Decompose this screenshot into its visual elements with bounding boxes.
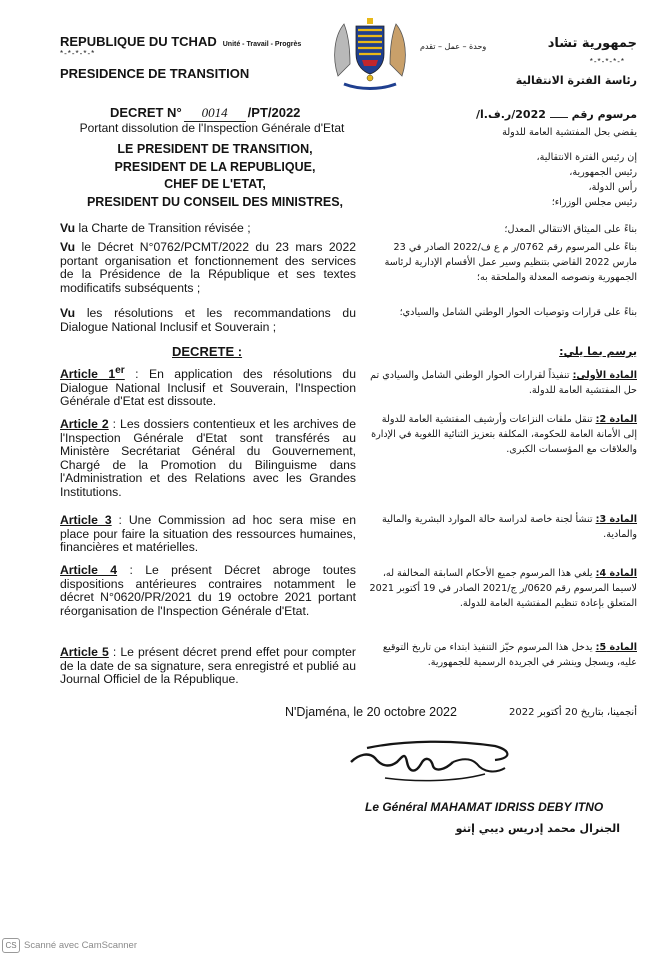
header-country-fr: [60, 34, 301, 49]
article-text: : Le présent Décret abroge toutes dispositions antérieures contraires notamment le décret N°0620/PR/2021 du 19 octobre 2021 portant réorganisation de l'Inspection Générale d'Etat.: [60, 563, 356, 618]
article-text: : Le présent décret prend effet pour compter de la date de sa signature, sera enregistré et publié au Journal Officiel de la République.: [60, 645, 356, 687]
article-ar-text: تنفيذاً لقرارات الحوار الوطني الشامل والسيادي تم حل المفتشية العامة للدولة.: [370, 370, 637, 396]
signer-name: Le Général MAHAMAT IDRISS DEBY ITNO: [365, 800, 604, 814]
article-ar-4: [367, 566, 637, 611]
president-title-ar-line: رئيس الجمهورية،: [569, 167, 637, 178]
decree-title-ar: [476, 108, 637, 121]
header-presidency-fr: PRESIDENCE DE TRANSITION: [60, 66, 250, 81]
president-titles: [60, 141, 370, 211]
signer-name-ar: الجنرال محمد إدريس ديبي إتنو: [455, 822, 620, 835]
decrete-heading-ar: يرسم بما يلي:: [559, 345, 637, 358]
decree-number-ar: [550, 117, 568, 118]
president-title-ar-line: رئيس مجلس الوزراء؛: [551, 197, 637, 208]
article-ar-label: المادة الأولى:: [572, 370, 637, 381]
scanner-watermark: [2, 938, 137, 953]
article-ar-text: تنشأ لجنة خاصة لدراسة حالة الموارد البشرية والمالية والمادية.: [382, 514, 637, 540]
place-date-ar: أنجمينا، بتاريخ 20 أكتوبر 2022: [509, 707, 637, 718]
president-title-ar-line: رأس الدولة،: [588, 182, 637, 193]
article-1: [60, 364, 356, 409]
article-ar-label: المادة 3:: [595, 514, 637, 525]
president-title-line: CHEF DE L'ETAT,: [164, 177, 266, 191]
article-2: [60, 418, 356, 500]
visa-2: [60, 241, 356, 295]
president-title-line: LE PRESIDENT DE TRANSITION,: [117, 142, 313, 156]
decree-subject-ar: يقضي بحل المفتشية العامة للدولة: [502, 127, 637, 138]
article-ar-text: تنقل ملفات النزاعات وأرشيف المفتشية العامة للدولة إلى الأمانة العامة للحكومة، المكلفة بتعزيز الثنائية اللغوية في الإدارة والعلاقات مع المؤسسات الكبرى.: [371, 414, 637, 455]
article-ar-5: [367, 640, 637, 670]
article-ar-3: [367, 512, 637, 542]
visa-text: les résolutions et les recommandations du Dialogue National Inclusif et Souverain ;: [60, 306, 356, 334]
decree-subject: Portant dissolution de l'Inspection Générale d'Etat: [79, 121, 345, 135]
coat-of-arms-icon: [330, 14, 410, 92]
handwritten-signature-icon: [345, 728, 520, 790]
article-text: : Une Commission ad hoc sera mise en place pour faire la situation des ressources humaines, financières et matérielles.: [60, 513, 356, 555]
visa-lead: Vu: [60, 240, 76, 254]
article-label: Article 1er: [60, 365, 125, 382]
decree-title-ar-prefix: مرسوم رقم: [571, 108, 637, 121]
article-text: : En application des résolutions du Dialogue National Inclusif et Souverain, l'Inspection Générale d'Etat est dissoute.: [60, 367, 356, 409]
article-ar-text: يلغي هذا المرسوم جميع الأحكام السابقة المخالفة له، لاسيما المرسوم رقم 0620/ر ج/2021 الصادر في 19 أكتوبر 2021 المتعلق بإعادة تنظيم المفتشية العامة للدولة.: [369, 568, 637, 609]
visa-text: le Décret N°0762/PCMT/2022 du 23 mars 2022 portant organisation et fonctionnement des services de la Présidence de la République et ses textes modificatifs subséquents ;: [60, 240, 356, 295]
article-4: [60, 564, 356, 618]
article-ar-1: [367, 368, 637, 398]
president-titles-ar: [367, 150, 637, 210]
visa-1: [60, 222, 356, 236]
article-5: [60, 646, 356, 687]
president-title-line: PRESIDENT DU CONSEIL DES MINISTRES,: [86, 194, 344, 209]
decrete-heading: DECRETE :: [172, 344, 243, 359]
article-3: [60, 514, 356, 555]
camscanner-logo-icon: CS: [2, 938, 20, 953]
article-ar-2: [367, 412, 637, 457]
country-name-fr: REPUBLIQUE DU TCHAD: [60, 34, 217, 49]
decree-label: DECRET N°: [110, 105, 182, 120]
decree-title-ar-suffix: 2022/ر.ف.ا/: [475, 108, 546, 121]
visa-ar-1: بناءً على الميثاق الانتقالي المعدل؛: [504, 224, 637, 235]
visa-text: la Charte de Transition révisée ;: [75, 221, 251, 235]
president-title-line: PRESIDENT DE LA REPUBLIQUE,: [114, 159, 316, 174]
header-stars-ar: *-*-*-*-*: [589, 57, 625, 66]
place-date: N'Djaména, le 20 octobre 2022: [285, 705, 457, 719]
header-stars-fr: *-*-*-*-*: [60, 49, 96, 58]
article-ar-label: المادة 5:: [595, 642, 637, 653]
decree-suffix: /PT/2022: [247, 105, 301, 120]
visa-lead: Vu: [60, 306, 76, 320]
visa-lead: Vu: [60, 221, 76, 235]
national-motto-ar: وحدة – عمل – تقدم: [420, 42, 487, 51]
decree-title: [110, 105, 300, 122]
header-country-ar: جمهورية تشاد: [547, 36, 637, 51]
visa-ar-2: بناءً على المرسوم رقم 0762/ر م ع ف/2022 الصادر في 23 مارس 2022 القاضي بتنظيم وسير عمل الأقسام الإدارية لرئاسة الجمهورية ونصوصه المعدلة والملحقة به؛: [384, 242, 637, 283]
article-ar-label: المادة 2:: [595, 414, 637, 425]
header-presidency-ar: رئاسة الفترة الانتقالية: [515, 74, 637, 87]
national-motto-fr: Unité - Travail - Progrès: [222, 41, 302, 48]
article-label: Article 5: [60, 645, 109, 659]
article-ar-text: يدخل هذا المرسوم حيّز التنفيذ ابتداء من تاريخ التوقيع عليه، ويسجل وينشر في الجريدة الرسمية للجمهورية.: [382, 642, 637, 668]
article-ar-label: المادة 4:: [595, 568, 637, 579]
scanner-watermark-text: Scanné avec CamScanner: [24, 940, 138, 951]
article-label: Article 2: [60, 417, 109, 431]
president-title-ar-line: إن رئيس الفترة الانتقالية،: [536, 152, 637, 163]
decree-number: 0014: [184, 105, 246, 122]
article-label: Article 3: [60, 513, 112, 527]
visa-3: [60, 307, 356, 334]
article-label: Article 4: [60, 563, 118, 577]
article-text: : Les dossiers contentieux et les archives de l'Inspection Générale d'Etat sont transférés au Ministère Secrétariat Général du Gouvernement, Chargé de la Promotion du Bilinguisme dans l'Administration et des Relations avec les Grandes Institutions.: [60, 417, 356, 499]
visa-ar-3: بناءً على قرارات وتوصيات الحوار الوطني الشامل والسيادي؛: [399, 307, 637, 318]
